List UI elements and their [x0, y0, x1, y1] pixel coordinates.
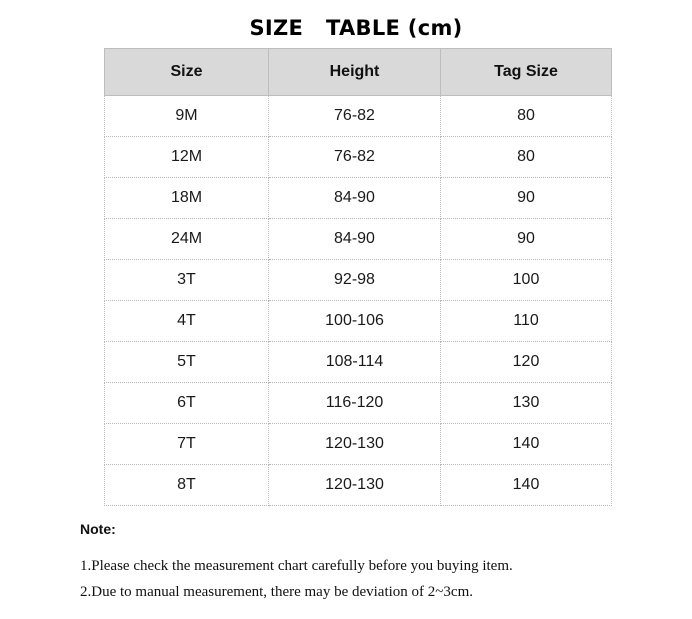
height-cell: 84-90 — [269, 178, 441, 219]
table-row — [105, 342, 612, 383]
size-cell: 6T — [105, 383, 269, 424]
size-cell: 24M — [105, 219, 269, 260]
size-cell: 5T — [105, 342, 269, 383]
page-title: SIZE TABLE (cm) — [249, 16, 463, 40]
size-cell: 9M — [105, 96, 269, 137]
size-cell: 7T — [105, 424, 269, 465]
tag-size-cell: 80 — [441, 137, 612, 178]
tag-size-cell: 140 — [441, 424, 612, 465]
note-heading: Note: — [80, 521, 116, 537]
table-row — [105, 465, 612, 506]
tag-size-cell: 100 — [441, 260, 612, 301]
tag-size-cell: 80 — [441, 96, 612, 137]
column-header-tag-size: Tag Size — [441, 49, 612, 96]
note-line-2: 2.Due to manual measurement, there may be deviation of 2~3cm. — [80, 584, 473, 600]
table-row — [105, 424, 612, 465]
table-row — [105, 178, 612, 219]
height-cell: 92-98 — [269, 260, 441, 301]
height-cell: 76-82 — [269, 96, 441, 137]
height-cell: 84-90 — [269, 219, 441, 260]
size-table — [104, 48, 612, 506]
note-line-1: 1.Please check the measurement chart carefully before you buying item. — [80, 558, 513, 574]
size-cell: 3T — [105, 260, 269, 301]
size-cell: 12M — [105, 137, 269, 178]
table-row — [105, 260, 612, 301]
height-cell: 120-130 — [269, 465, 441, 506]
tag-size-cell: 90 — [441, 178, 612, 219]
column-header-size: Size — [105, 49, 269, 96]
tag-size-cell: 140 — [441, 465, 612, 506]
tag-size-cell: 110 — [441, 301, 612, 342]
table-row — [105, 301, 612, 342]
height-cell: 76-82 — [269, 137, 441, 178]
table-row — [105, 96, 612, 137]
height-cell: 100-106 — [269, 301, 441, 342]
table-row — [105, 137, 612, 178]
height-cell: 116-120 — [269, 383, 441, 424]
tag-size-cell: 120 — [441, 342, 612, 383]
tag-size-cell: 90 — [441, 219, 612, 260]
tag-size-cell: 130 — [441, 383, 612, 424]
size-cell: 18M — [105, 178, 269, 219]
size-cell: 4T — [105, 301, 269, 342]
size-cell: 8T — [105, 465, 269, 506]
height-cell: 120-130 — [269, 424, 441, 465]
column-header-height: Height — [269, 49, 441, 96]
table-row — [105, 383, 612, 424]
table-row — [105, 219, 612, 260]
height-cell: 108-114 — [269, 342, 441, 383]
table-header-row — [105, 49, 612, 96]
